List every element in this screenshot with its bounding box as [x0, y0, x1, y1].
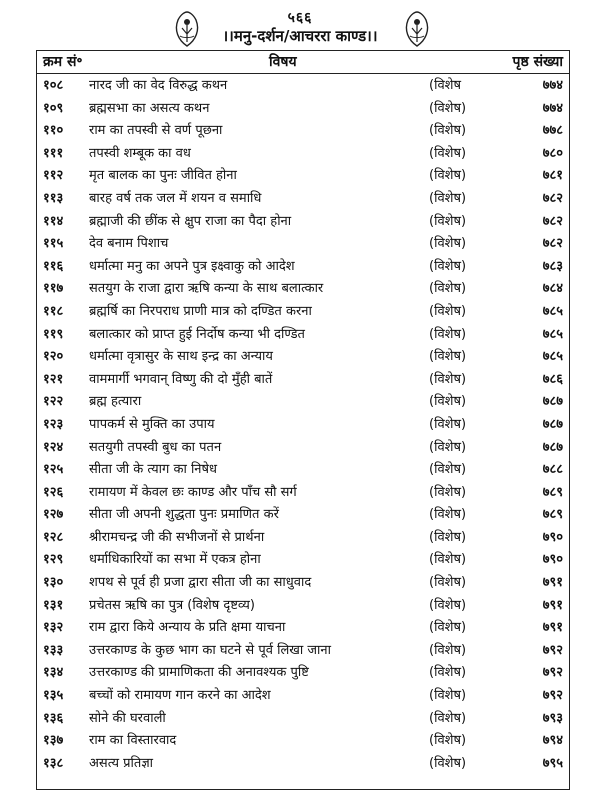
entry-page: ७८५ [542, 349, 563, 365]
entry-number: ११५ [43, 236, 64, 252]
entry-page: ७८८ [542, 462, 563, 478]
entry-page: ७८२ [542, 190, 563, 206]
table-row [37, 143, 569, 166]
entry-number: १३४ [43, 665, 64, 681]
entry-tag: (विशेष) [429, 755, 467, 771]
entry-page: ७८९ [542, 507, 563, 523]
entry-number: १३० [43, 575, 64, 591]
entry-subject: ब्रह्माजी की छींक से क्षुप राजा का पैदा होना [89, 213, 292, 229]
entry-subject: नारद जी का वेद विरुद्ध कथन [89, 78, 228, 93]
table-row [37, 504, 569, 527]
table-row [37, 437, 569, 460]
entry-page: ७८२ [542, 213, 563, 229]
entry-page: ७८१ [542, 168, 563, 184]
table-row [37, 98, 569, 121]
entry-page: ७८६ [542, 371, 563, 387]
entry-page: ७८५ [542, 326, 563, 342]
entry-page: ७८२ [542, 236, 563, 252]
table-row [37, 753, 569, 776]
entry-subject: श्रीरामचन्द्र जी की सभीजनों से प्रार्थना [89, 529, 265, 545]
entry-subject: बच्चों को रामायण गान करने का आदेश [89, 688, 271, 704]
entry-tag: (विशेष) [429, 484, 467, 500]
entry-subject: ब्रह्म हत्यारा [89, 394, 142, 410]
entry-number: १२५ [43, 462, 64, 478]
table-row [37, 369, 569, 392]
entry-subject: बलात्कार को प्राप्त हुई निर्दोष कन्या भी दण्डित [89, 326, 305, 342]
peacock-ornament-icon [402, 10, 432, 48]
entry-page: ७८९ [542, 484, 563, 500]
entry-tag: (विशेष) [429, 665, 467, 681]
entry-tag: (विशेष) [429, 303, 467, 319]
entry-tag: (विशेष) [429, 416, 467, 432]
entry-number: १२४ [43, 439, 64, 455]
entry-page: ७८७ [542, 394, 563, 410]
entry-number: ११० [43, 123, 64, 139]
entry-page: ७९३ [542, 710, 563, 726]
entry-tag: (विशेष) [429, 258, 467, 274]
entry-tag: (विशेष) [429, 123, 467, 139]
entry-subject: सीता जी के त्याग का निषेध [89, 462, 218, 478]
entry-page: ७९२ [542, 642, 563, 658]
entry-page: ७८७ [542, 416, 563, 432]
entry-page: ७९० [542, 552, 563, 568]
entry-tag: (विशेष) [429, 349, 467, 365]
table-row [37, 708, 569, 731]
column-header-page: पृष्ठ संख्या [512, 54, 563, 70]
entry-number: १३५ [43, 688, 64, 704]
entry-page: ७७४ [542, 78, 563, 93]
entry-tag: (विशेष) [429, 688, 467, 704]
entry-subject: प्रचेतस ऋषि का पुत्र (विशेष दृष्टव्य) [89, 597, 255, 613]
table-row [37, 549, 569, 572]
table-row [37, 595, 569, 618]
table-row [37, 233, 569, 256]
entry-subject: राम का विस्तारवाद [89, 733, 177, 749]
entry-number: १०९ [43, 100, 64, 116]
entry-page: ७९१ [542, 575, 563, 591]
entry-tag: (विशेष) [429, 168, 467, 184]
entry-page: ७८० [542, 145, 563, 161]
entry-tag: (विशेष) [429, 394, 467, 410]
table-row [37, 120, 569, 143]
entry-page: ७९४ [542, 733, 563, 749]
entry-subject: असत्य प्रतिज्ञा [89, 755, 154, 771]
header-divider [37, 73, 569, 74]
entry-page: ७८५ [542, 303, 563, 319]
entry-number: १२३ [43, 416, 64, 432]
entry-tag: (विशेष) [429, 710, 467, 726]
entry-number: १२० [43, 349, 64, 365]
entry-subject: उत्तरकाण्ड की प्रामाणिकता की अनावश्यक पुष्टि [89, 665, 309, 681]
entry-page: ७९२ [542, 665, 563, 681]
entry-subject: धर्मात्मा वृत्रासुर के साथ इन्द्र का अन्याय [89, 349, 273, 365]
table-row [37, 211, 569, 234]
entry-number: ११९ [43, 326, 64, 342]
table-row [37, 617, 569, 640]
entry-tag: (विशेष) [429, 145, 467, 161]
entry-page: ७९१ [542, 597, 563, 613]
entry-subject: देव बनाम पिशाच [89, 236, 169, 252]
entry-tag: (विशेष) [429, 575, 467, 591]
entry-subject: तपस्वी शम्बूक का वध [89, 145, 191, 161]
entry-tag: (विशेष) [429, 439, 467, 455]
table-row [37, 662, 569, 685]
entry-tag: (विशेष) [429, 462, 467, 478]
entry-subject: मृत बालक का पुनः जीवित होना [89, 168, 237, 184]
entry-number: १२७ [43, 507, 64, 523]
entry-number: १३८ [43, 755, 64, 771]
entry-tag: (विशेष) [429, 620, 467, 636]
entry-number: १३२ [43, 620, 64, 636]
table-row [37, 165, 569, 188]
table-body [37, 75, 569, 775]
table-row [37, 188, 569, 211]
entry-subject: सतयुग के राजा द्वारा ऋषि कन्या के साथ बलात्कार [89, 281, 324, 297]
table-row [37, 278, 569, 301]
entry-page: ७८७ [542, 439, 563, 455]
table-row [37, 324, 569, 347]
entry-subject: रामायण में केवल छः काण्ड और पाँच सौ सर्ग [89, 484, 297, 500]
table-row [37, 75, 569, 98]
entry-tag: (विशेष) [429, 371, 467, 387]
entry-tag: (विशेष) [429, 507, 467, 523]
column-header-subject: विषय [269, 54, 297, 70]
entry-number: १०८ [43, 78, 64, 93]
table-row [37, 459, 569, 482]
table-row [37, 482, 569, 505]
entry-number: १२२ [43, 394, 64, 410]
entry-number: १२६ [43, 484, 64, 500]
entry-subject: धर्माधिकारियों का सभा में एकत्र होना [89, 552, 261, 568]
entry-subject: शपथ से पूर्व ही प्रजा द्वारा सीता जी का साधुवाद [89, 575, 312, 591]
column-header-number: क्रम सं॰ [43, 54, 83, 70]
table-row [37, 685, 569, 708]
entry-tag: (विशेष) [429, 597, 467, 613]
entry-page: ७७४ [542, 100, 563, 116]
table-row [37, 414, 569, 437]
table-row [37, 391, 569, 414]
table-row [37, 301, 569, 324]
entry-page: ७९१ [542, 620, 563, 636]
entry-tag: (विशेष) [429, 326, 467, 342]
entry-subject: ब्रह्मर्षि का निरपराध प्राणी मात्र को दण्डित करना [89, 303, 312, 319]
entry-subject: धर्मात्मा मनु का अपने पुत्र इक्ष्वाकु को आदेश [89, 258, 295, 274]
entry-tag: (विशेष) [429, 213, 467, 229]
entry-number: १२८ [43, 529, 64, 545]
page-header [0, 6, 600, 50]
page-title: ।।मनु-दर्शन/आचररा काण्ड।। [222, 27, 378, 45]
entry-tag: (विशेष) [429, 552, 467, 568]
entry-subject: ब्रह्मसभा का असत्य कथन [89, 100, 210, 116]
entry-subject: उत्तरकाण्ड के कुछ भाग का घटने से पूर्व लिखा जाना [89, 642, 331, 658]
entry-page: ७७८ [542, 123, 563, 139]
entry-tag: (विशेष) [429, 733, 467, 749]
entry-number: १३७ [43, 733, 64, 749]
entry-subject: सोने की घरवाली [89, 710, 166, 726]
entry-tag: (विशेष [429, 78, 462, 93]
entry-number: ११८ [43, 303, 64, 319]
entry-number: १३६ [43, 710, 64, 726]
entry-tag: (विशेष) [429, 281, 467, 297]
entry-subject: सीता जी अपनी शुद्धता पुनः प्रमाणित करें [89, 507, 279, 523]
entry-number: १२९ [43, 552, 64, 568]
table-row [37, 730, 569, 753]
table-row [37, 572, 569, 595]
entry-tag: (विशेष) [429, 236, 467, 252]
entry-subject: राम का तपस्वी से वर्ण पूछना [89, 123, 223, 139]
table-row [37, 346, 569, 369]
entry-number: १३१ [43, 597, 64, 613]
entry-page: ७९५ [542, 755, 563, 771]
table-row [37, 527, 569, 550]
entry-page: ७९० [542, 529, 563, 545]
entry-number: १३३ [43, 642, 64, 658]
entry-tag: (विशेष) [429, 642, 467, 658]
entry-number: ११६ [43, 258, 64, 274]
entry-tag: (विशेष) [429, 100, 467, 116]
entry-number: ११७ [43, 281, 64, 297]
entry-page: ७८४ [542, 281, 563, 297]
entry-subject: पापकर्म से मुक्ति का उपाय [89, 416, 215, 432]
entry-page: ७८३ [542, 258, 563, 274]
index-table [36, 50, 570, 790]
entry-tag: (विशेष) [429, 190, 467, 206]
table-row [37, 256, 569, 279]
table-row [37, 640, 569, 663]
entry-page: ७९२ [542, 688, 563, 704]
entry-number: ११२ [43, 168, 64, 184]
entry-subject: बारह वर्ष तक जल में शयन व समाधि [89, 190, 262, 206]
entry-number: १२१ [43, 371, 64, 387]
entry-subject: राम द्वारा किये अन्याय के प्रति क्षमा याचना [89, 620, 286, 636]
entry-number: १११ [43, 145, 64, 161]
entry-tag: (विशेष) [429, 529, 467, 545]
entry-number: ११३ [43, 190, 64, 206]
entry-subject: वाममार्गी भगवान् विष्णु की दो मुँही बातें [89, 371, 273, 387]
entry-number: ११४ [43, 213, 64, 229]
entry-subject: सतयुगी तपस्वी बुध का पतन [89, 439, 222, 455]
page-number: ५६६ [287, 10, 313, 26]
